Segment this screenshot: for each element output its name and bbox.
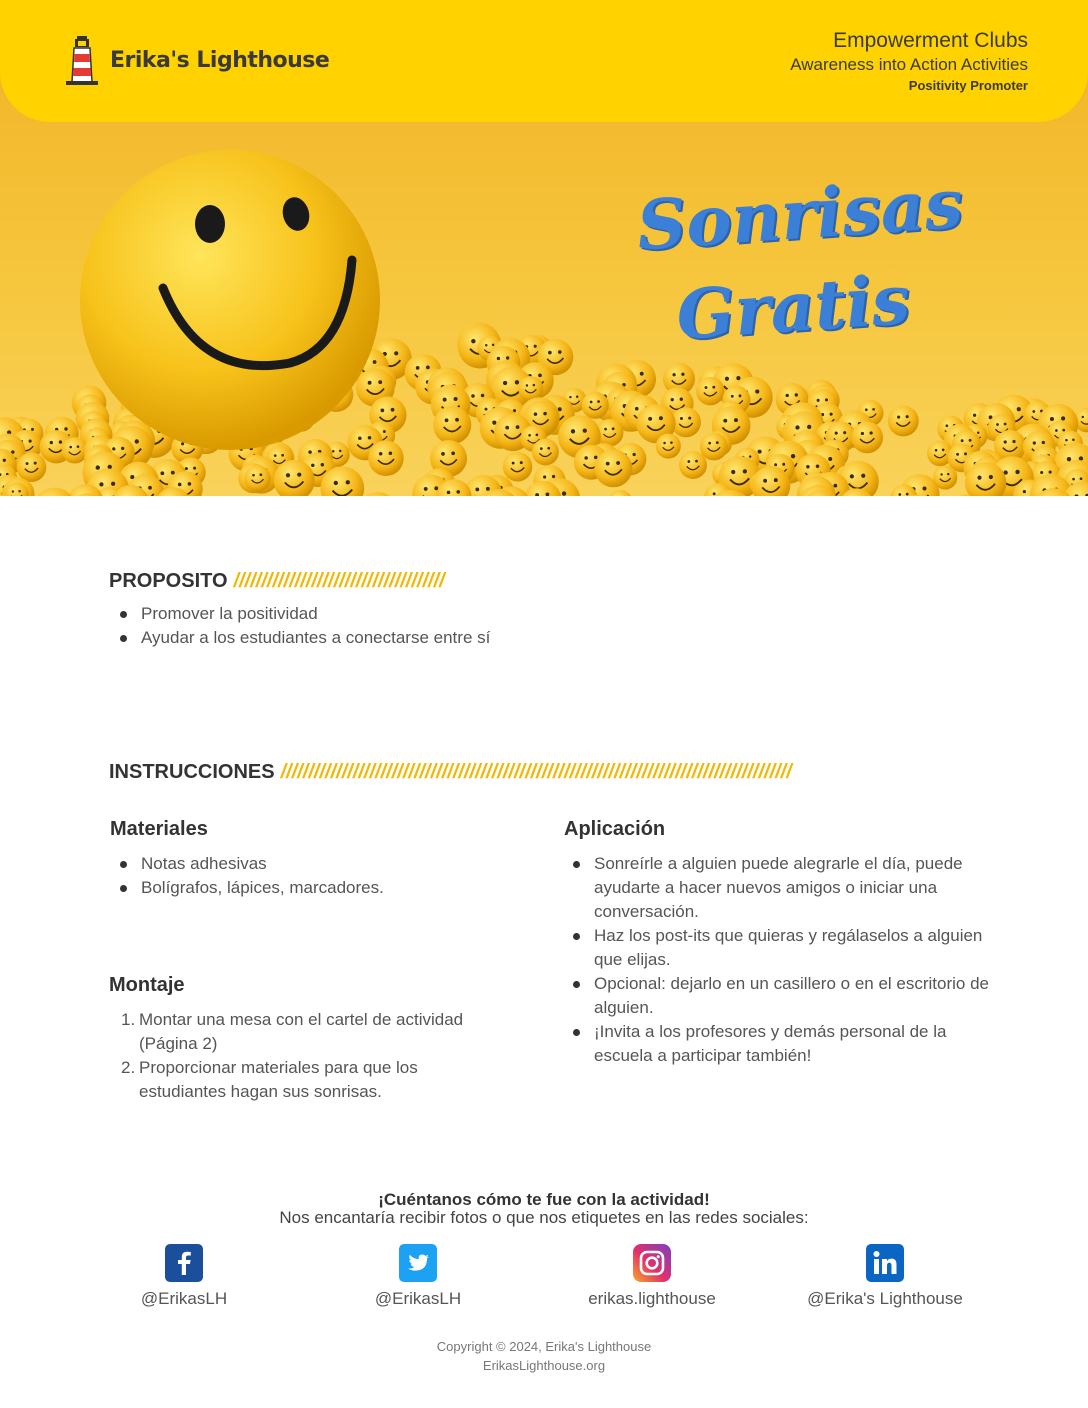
list-item: Sonreírle a alguien puede alegrarle el día, puede ayudarte a hacer nuevos amigos o iniciar una conversación. xyxy=(562,852,992,924)
cta-heading: ¡Cuéntanos cómo te fue con la actividad! xyxy=(378,1190,710,1209)
linkedin-handle[interactable]: @Erika's Lighthouse xyxy=(807,1289,963,1308)
proposito-list xyxy=(109,602,809,650)
title-line-2: Gratis xyxy=(673,259,913,356)
montaje-heading: Montaje xyxy=(109,974,185,996)
header-info xyxy=(790,28,1028,96)
proposito-title: PROPOSITO xyxy=(109,570,228,592)
materiales-heading: Materiales xyxy=(110,818,208,840)
social-twitter[interactable] xyxy=(318,1244,518,1309)
instagram-handle[interactable]: erikas.lighthouse xyxy=(588,1289,716,1308)
instrucciones-divider: //////////////////////////////////////////////////////////////////////////////////////////// xyxy=(280,761,792,783)
activity-title xyxy=(634,160,966,364)
hero-banner xyxy=(0,60,1088,496)
list-item: 2. Proporcionar materiales para que los estudiantes hagan sus sonrisas. xyxy=(121,1058,418,1101)
proposito-heading xyxy=(109,570,445,593)
list-item: Opcional: dejarlo en un casillero o en el escritorio de alguien. xyxy=(562,972,992,1020)
list-item: Promover la positividad xyxy=(109,602,809,626)
activity-category: Positivity Promoter xyxy=(908,78,1028,93)
list-item: Haz los post-its que quieras y regálaselos a alguien que elijas. xyxy=(562,924,992,972)
big-smiley-ball xyxy=(80,150,380,450)
list-item: Bolígrafos, lápices, marcadores. xyxy=(109,876,509,900)
list-item: ¡Invita a los profesores y demás personal de la escuela a participar también! xyxy=(562,1020,992,1068)
materiales-list xyxy=(109,852,509,900)
club-name: Empowerment Clubs xyxy=(833,29,1028,52)
facebook-icon[interactable] xyxy=(165,1244,203,1282)
cta-text: Nos encantaría recibir fotos o que nos etiquetes en las redes sociales: xyxy=(279,1208,809,1227)
instagram-icon[interactable] xyxy=(633,1244,671,1282)
website-link[interactable]: ErikasLighthouse.org xyxy=(482,1358,606,1373)
facebook-handle[interactable]: @ErikasLH xyxy=(140,1289,228,1308)
aplicacion-heading: Aplicación xyxy=(564,818,666,840)
copyright-text: Copyright © 2024, Erika's Lighthouse xyxy=(436,1339,652,1354)
montaje-list xyxy=(109,1008,499,1104)
twitter-handle[interactable]: @ErikasLH xyxy=(374,1289,462,1308)
linkedin-icon[interactable] xyxy=(866,1244,904,1282)
list-item: 1. Montar una mesa con el cartel de actividad (Página 2) xyxy=(121,1010,464,1053)
instrucciones-heading xyxy=(109,761,792,784)
page-header xyxy=(0,0,1088,122)
title-line-1: Sonrisas xyxy=(634,163,966,267)
social-linkedin[interactable] xyxy=(785,1244,985,1309)
activity-series: Awareness into Action Activities xyxy=(790,55,1028,74)
social-facebook[interactable] xyxy=(84,1244,284,1309)
logo-text: Erika's Lighthouse xyxy=(110,47,330,73)
lighthouse-icon xyxy=(62,34,102,86)
list-item: Ayudar a los estudiantes a conectarse entre sí xyxy=(109,626,809,650)
aplicacion-list xyxy=(562,852,992,1068)
instrucciones-title: INSTRUCCIONES xyxy=(109,761,275,783)
proposito-divider: ////////////////////////////////////// xyxy=(233,570,445,592)
twitter-icon[interactable] xyxy=(399,1244,437,1282)
erikas-lighthouse-logo xyxy=(62,34,329,86)
social-instagram[interactable] xyxy=(552,1244,752,1309)
list-item: Notas adhesivas xyxy=(109,852,509,876)
